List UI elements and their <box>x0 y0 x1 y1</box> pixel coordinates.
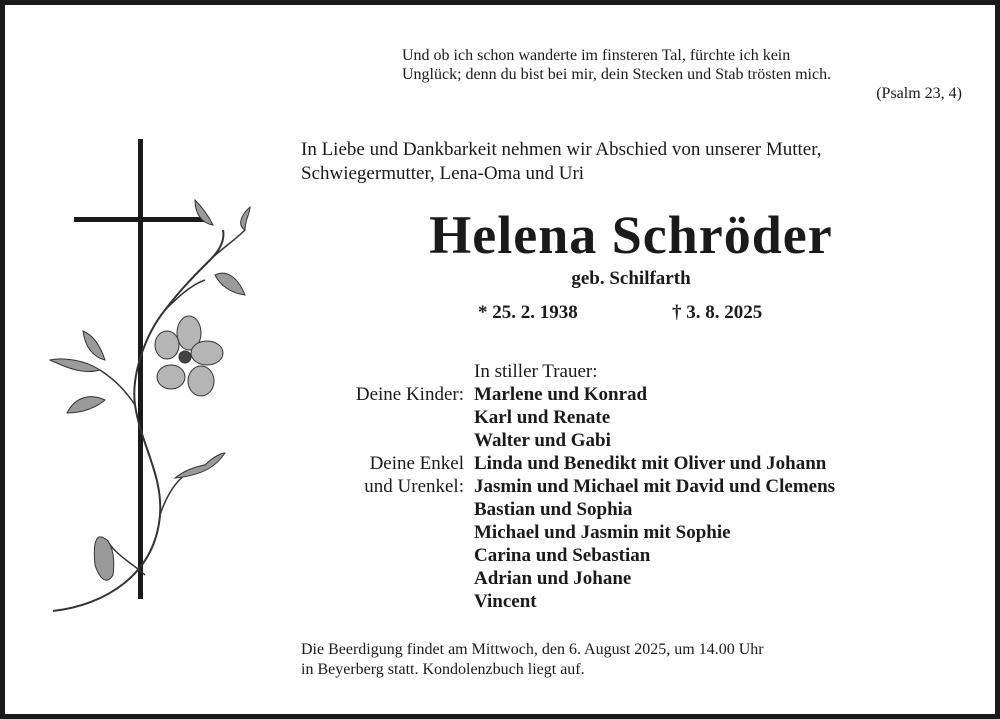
list-item: Bastian und Sophia <box>474 499 633 520</box>
flower-icon <box>155 316 223 396</box>
deceased-name: Helena Schröder <box>429 205 833 265</box>
list-item: Michael und Jasmin mit Sophie <box>474 522 731 543</box>
mourners-heading: In stiller Trauer: <box>474 361 598 382</box>
maiden-name: geb. Schilfarth <box>571 268 691 289</box>
funeral-info <box>301 640 981 680</box>
list-item: Vincent <box>474 591 537 612</box>
psalm-line-1: Und ob ich schon wanderte im finsteren Tal, fürchte ich kein <box>402 47 791 64</box>
list-item: Marlene und Konrad <box>474 384 648 405</box>
funeral-line-2: in Beyerberg statt. Kondolenzbuch liegt auf. <box>301 661 585 678</box>
children-label: Deine Kinder: <box>355 384 464 405</box>
mourners-list <box>305 360 965 613</box>
psalm-quote <box>402 46 962 103</box>
intro-line-1: In Liebe und Dankbarkeit nehmen wir Abschied von unserer Mutter, <box>301 139 822 160</box>
death-date: † 3. 8. 2025 <box>672 302 763 323</box>
grandchildren-label: Deine Enkel <box>369 453 464 474</box>
psalm-reference: (Psalm 23, 4) <box>876 85 962 102</box>
psalm-line-2: Unglück; denn du bist bei mir, dein Stecken und Stab trösten mich. <box>402 66 832 83</box>
list-item: Karl und Renate <box>474 407 611 428</box>
cross-horizontal <box>74 217 204 222</box>
great-grandchildren-label: und Urenkel: <box>364 476 464 497</box>
birth-date: * 25. 2. 1938 <box>478 302 578 323</box>
cross-with-flower-branch-icon <box>45 135 265 620</box>
list-item: Walter und Gabi <box>474 430 611 451</box>
cross-vertical <box>138 139 143 599</box>
farewell-intro <box>301 138 981 186</box>
list-item: Adrian und Johane <box>474 568 632 589</box>
list-item: Carina und Sebastian <box>474 545 651 566</box>
list-item: Jasmin und Michael mit David und Clemens <box>474 476 836 497</box>
funeral-line-1: Die Beerdigung findet am Mittwoch, den 6. August 2025, um 14.00 Uhr <box>301 641 764 658</box>
intro-line-2: Schwiegermutter, Lena-Oma und Uri <box>301 163 585 184</box>
list-item: Linda und Benedikt mit Oliver und Johann <box>474 453 827 474</box>
